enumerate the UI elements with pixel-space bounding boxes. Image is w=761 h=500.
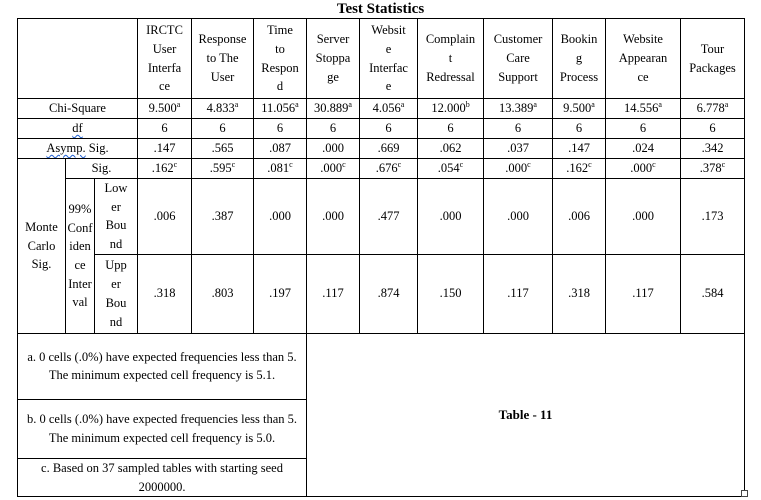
col-header: Bookin g Process [553, 19, 606, 99]
chi-square-value: 9.500$^a$ [553, 99, 606, 119]
asymp-sig-label: Asymp. Sig. [18, 139, 138, 159]
header-row [18, 19, 745, 99]
upper-bound-value: .150 [418, 254, 484, 333]
col-header: Tour Packages [681, 19, 745, 99]
caption-cell [307, 333, 745, 496]
test-statistics-table [17, 18, 745, 497]
df-value: 6 [484, 119, 553, 139]
confidence-interval-label: 99% Conf iden ce Inter val [66, 179, 95, 334]
asymp-sig-value: .342 [681, 139, 745, 159]
chi-square-value: 9.500$^a$ [138, 99, 192, 119]
footnote-a-row [18, 333, 745, 399]
df-row [18, 119, 745, 139]
asymp-sig-value: .669 [360, 139, 418, 159]
col-header: IRCTC User Interfa ce [138, 19, 192, 99]
col-header: Customer Care Support [484, 19, 553, 99]
upper-bound-value: .117 [606, 254, 681, 333]
chi-square-value: 4.833$^a$ [192, 99, 254, 119]
lower-bound-value: .000 [418, 179, 484, 255]
df-value: 6 [681, 119, 745, 139]
chi-square-value: 12.000$^b$ [418, 99, 484, 119]
monte-carlo-sig-value: .054$^c$ [418, 159, 484, 179]
monte-carlo-sig-value: .000$^c$ [307, 159, 360, 179]
col-header: Websit e Interfac e [360, 19, 418, 99]
lower-bound-value: .387 [192, 179, 254, 255]
monte-carlo-sig-value: .000$^c$ [606, 159, 681, 179]
monte-carlo-sig-label: Sig. [66, 159, 138, 179]
lower-bound-value: .000 [606, 179, 681, 255]
header-corner-cell [18, 19, 138, 99]
lower-bound-value: .000 [484, 179, 553, 255]
asymp-sig-value: .024 [606, 139, 681, 159]
lower-bound-value: .006 [553, 179, 606, 255]
monte-carlo-sig-value: .162$^c$ [138, 159, 192, 179]
asymp-sig-value: .062 [418, 139, 484, 159]
col-header: Website Appearan ce [606, 19, 681, 99]
upper-bound-value: .117 [484, 254, 553, 333]
asymp-sig-value: .147 [553, 139, 606, 159]
footnote-c: c. Based on 37 sampled tables with starting seed 2000000. [18, 458, 307, 496]
asymp-sig-value: .037 [484, 139, 553, 159]
monte-carlo-sig-value: .676$^c$ [360, 159, 418, 179]
chi-square-value: 30.889$^a$ [307, 99, 360, 119]
monte-carlo-sig-value: .378$^c$ [681, 159, 745, 179]
chi-square-value: 13.389$^a$ [484, 99, 553, 119]
footnote-a: a. 0 cells (.0%) have expected frequencies less than 5. The minimum expected cell frequency is 5.1. [18, 333, 307, 399]
upper-bound-value: .318 [138, 254, 192, 333]
upper-bound-row [18, 254, 745, 333]
lower-bound-label: Low er Bou nd [95, 179, 138, 255]
monte-carlo-sig-value: .081$^c$ [254, 159, 307, 179]
col-header: Response to The User [192, 19, 254, 99]
upper-bound-label: Upp er Bou nd [95, 254, 138, 333]
col-header: Time to Respon d [254, 19, 307, 99]
upper-bound-value: .197 [254, 254, 307, 333]
chi-square-value: 14.556$^a$ [606, 99, 681, 119]
monte-carlo-group-label: Monte Carlo Sig. [18, 159, 66, 334]
chi-square-value: 4.056$^a$ [360, 99, 418, 119]
df-value: 6 [138, 119, 192, 139]
asymp-sig-row [18, 139, 745, 159]
lower-bound-value: .477 [360, 179, 418, 255]
asymp-sig-value: .565 [192, 139, 254, 159]
col-header: Complain t Redressal [418, 19, 484, 99]
lower-bound-row [18, 179, 745, 255]
upper-bound-value: .318 [553, 254, 606, 333]
lower-bound-value: .006 [138, 179, 192, 255]
chi-square-row [18, 99, 745, 119]
chi-square-label: Chi-Square [18, 99, 138, 119]
monte-carlo-sig-value: .162$^c$ [553, 159, 606, 179]
col-header: Server Stoppa ge [307, 19, 360, 99]
asymp-sig-value: .087 [254, 139, 307, 159]
asymp-sig-value: .000 [307, 139, 360, 159]
upper-bound-value: .584 [681, 254, 745, 333]
resize-handle-icon [741, 490, 748, 497]
upper-bound-value: .874 [360, 254, 418, 333]
monte-carlo-sig-row [18, 159, 745, 179]
table-title: Test Statistics [336, 1, 425, 17]
upper-bound-value: .117 [307, 254, 360, 333]
footnote-b: b. 0 cells (.0%) have expected frequencies less than 5. The minimum expected cell frequency is 5.0. [18, 399, 307, 458]
df-value: 6 [418, 119, 484, 139]
df-label: df [18, 119, 138, 139]
df-value: 6 [307, 119, 360, 139]
df-value: 6 [254, 119, 307, 139]
df-value: 6 [192, 119, 254, 139]
table-caption: Table - 11 [498, 406, 553, 422]
df-value: 6 [606, 119, 681, 139]
df-value: 6 [553, 119, 606, 139]
monte-carlo-sig-value: .000$^c$ [484, 159, 553, 179]
lower-bound-value: .173 [681, 179, 745, 255]
upper-bound-value: .803 [192, 254, 254, 333]
asymp-sig-value: .147 [138, 139, 192, 159]
df-value: 6 [360, 119, 418, 139]
chi-square-value: 6.778$^a$ [681, 99, 745, 119]
monte-carlo-sig-value: .595$^c$ [192, 159, 254, 179]
chi-square-value: 11.056$^a$ [254, 99, 307, 119]
lower-bound-value: .000 [254, 179, 307, 255]
lower-bound-value: .000 [307, 179, 360, 255]
